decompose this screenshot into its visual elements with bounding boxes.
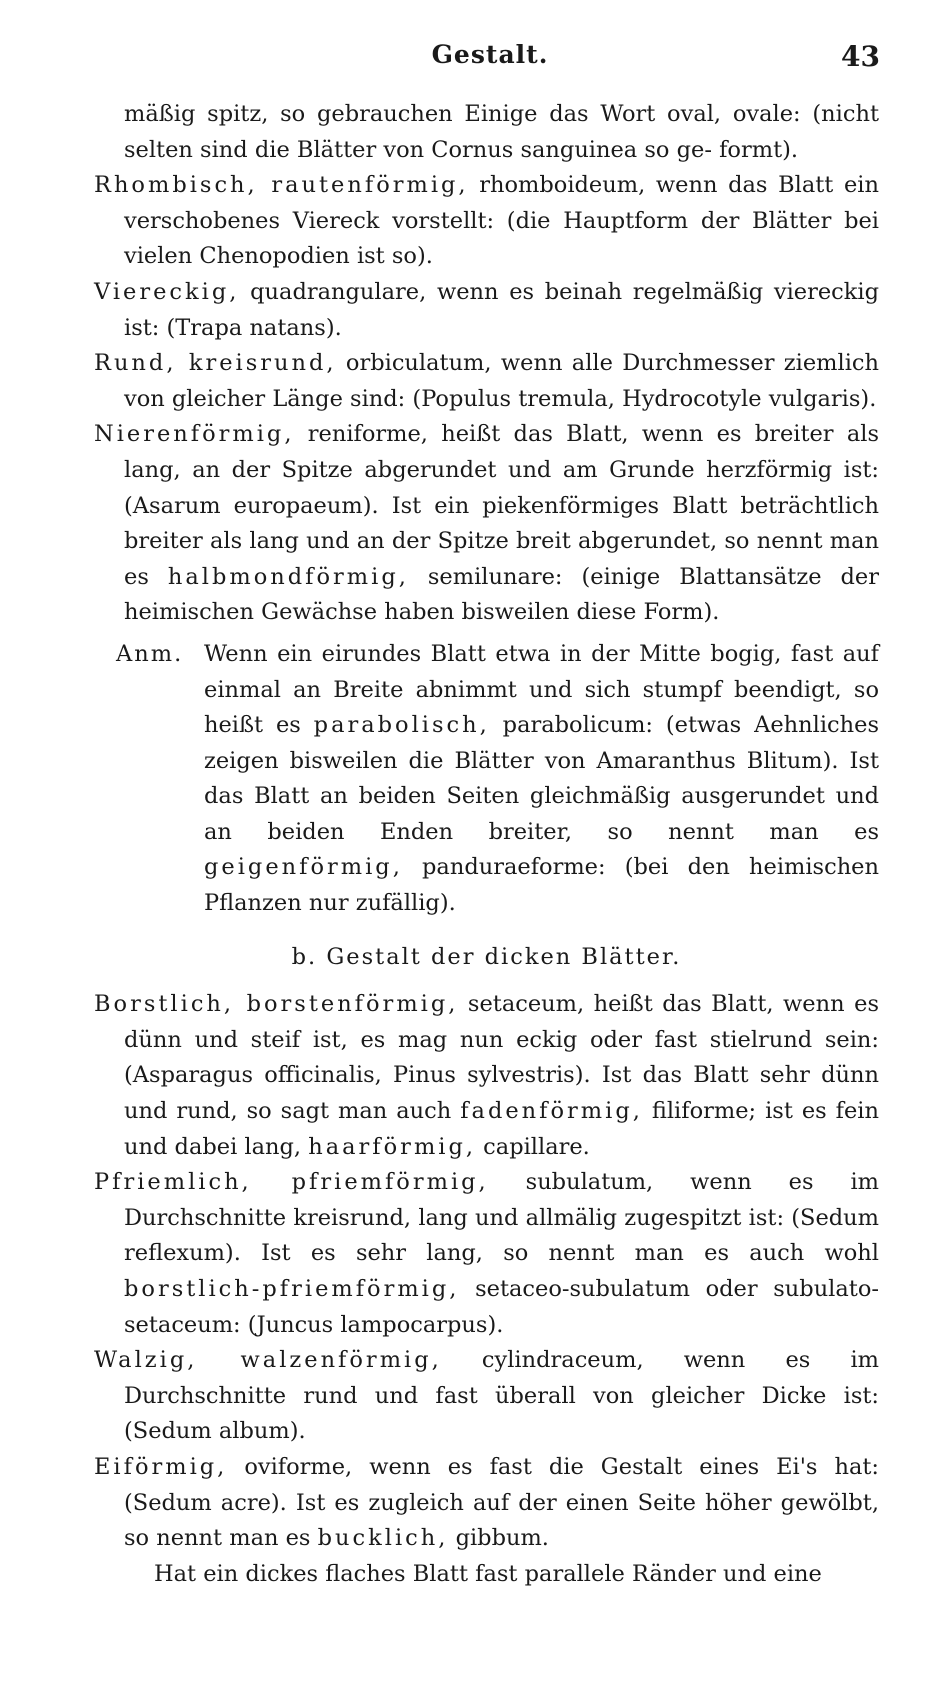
note-term: geigenförmig, [204, 854, 403, 881]
entry-term: Eiförmig, [94, 1453, 228, 1480]
entry-text: orbiculatum, wenn alle Durchmesser ziemlich von gleicher Länge sind: (Populus tremula, Hydrocotyle vulgaris). [124, 350, 879, 412]
section-heading [94, 940, 879, 976]
entry-text: gibbum. [448, 1525, 549, 1552]
entry-term: bucklich, [317, 1525, 449, 1552]
entry-text: reniforme, heißt das Blatt, wenn es breiter als lang, an der Spitze abgerundet und am Grunde herzförmig ist: (Asarum europaeum). Ist ein piekenförmiges Blatt beträchtlich breiter als lang und an der Spitze breit abgerundet, so nennt man es [124, 421, 879, 590]
body-text [94, 97, 879, 1592]
annotation-note [94, 637, 879, 922]
entry-nierenfoermig [94, 417, 879, 631]
entry-pfriemlich [94, 1165, 879, 1343]
text-line: (nicht selten sind die Blätter von Cornus sanguinea so ge- [124, 101, 879, 163]
entry-text: capillare. [476, 1133, 590, 1160]
entry-term: Viereckig, [94, 278, 240, 305]
entry-term: fadenförmig, [460, 1098, 643, 1125]
entry-text: semilunare: (einige Blattansätze der heimischen Gewächse haben bisweilen diese Form). [124, 563, 879, 626]
entry-term: Rund, kreisrund, [94, 350, 337, 377]
entry-text: subulatum, wenn es im Durchschnitte kreisrund, lang und allmälig zugespitzt ist: (Sedum reflexum). Ist es sehr lang, so nennt man es auch wohl [124, 1169, 879, 1267]
entry-text: quadrangulare, wenn es beinah regelmäßig viereckig ist: (Trapa natans). [124, 278, 879, 341]
entry-viereckig [94, 275, 879, 346]
page-number: 43 [841, 40, 880, 73]
paragraph-start: Hat ein dickes flaches Blatt fast parallele Ränder und eine [154, 1560, 822, 1587]
note-label: Anm. [116, 640, 184, 667]
entry-term: Nierenförmig, [94, 421, 295, 448]
page-header [100, 40, 880, 80]
section-title: Gestalt der dicken Blätter. [326, 943, 682, 970]
note-text [204, 637, 879, 922]
text-line: mäßig spitz, so gebrauchen Einige das Wort oval, ovale: [124, 101, 813, 127]
entry-text: cylindraceum, wenn es im Durchschnitte rund und fast überall von gleicher Dicke ist: (Sedum album). [124, 1347, 879, 1445]
entry-rhombisch [94, 168, 879, 275]
entry-eifoermig [94, 1450, 879, 1557]
entry-term: halbmondförmig, [167, 563, 409, 590]
entry-text: setaceum, heißt das Blatt, wenn es dünn und steif ist, es mag nun eckig oder fast stielrund sein: (Asparagus officinalis, Pinus sylvestris). Ist das Blatt sehr dünn und rund, so sagt man auch [124, 991, 879, 1125]
running-title: Gestalt. [431, 40, 549, 69]
entry-term: haarförmig, [308, 1133, 477, 1160]
entry-text: setaceo-subulatum oder subulato-setaceum: (Juncus lampocarpus). [124, 1276, 879, 1338]
entry-term: Pfriemlich, pfriemförmig, [94, 1169, 489, 1196]
note-text-part: Wenn ein eirundes Blatt etwa in der Mitte bogig, fast auf einmal an Breite abnimmt und sich stumpf beendigt, so heißt es [204, 640, 879, 739]
entry-term: Rhombisch, rautenförmig, [94, 172, 469, 199]
entry-text: filiforme; ist es fein und dabei lang, [124, 1098, 879, 1160]
note-term: parabolisch, [313, 712, 490, 739]
text-line: formt). [719, 136, 799, 163]
entry-borstlich [94, 987, 879, 1165]
entry-text: oviforme, wenn es fast die Gestalt eines Ei's hat: (Sedum acre). Ist es zugleich auf der einen Seite höher gewölbt, so nennt man es [124, 1453, 879, 1552]
entry-walzig [94, 1343, 879, 1450]
note-text-part: panduraeforme: (bei den heimischen Pflanzen nur zufällig). [204, 854, 879, 917]
entry-term: Walzig, walzenförmig, [94, 1347, 442, 1374]
entry-rund [94, 346, 879, 417]
entry-term: Borstlich, borstenförmig, [94, 991, 459, 1018]
entry-text: rhomboideum, wenn das Blatt ein verschobenes Viereck vorstellt: (die Hauptform der Blätter bei vielen Chenopodien ist so). [124, 172, 879, 270]
entry-term: borstlich-pfriemförmig, [124, 1276, 460, 1302]
section-prefix: b. [291, 943, 318, 970]
note-text-part: parabolicum: (etwas Aehnliches zeigen bisweilen die Blätter von Amaranthus Blitum). Ist das Blatt an beiden Seiten gleichmäßig ausgerundet und an beiden Enden breiter, so nennt man es [204, 712, 879, 845]
continued-paragraph [94, 97, 879, 168]
